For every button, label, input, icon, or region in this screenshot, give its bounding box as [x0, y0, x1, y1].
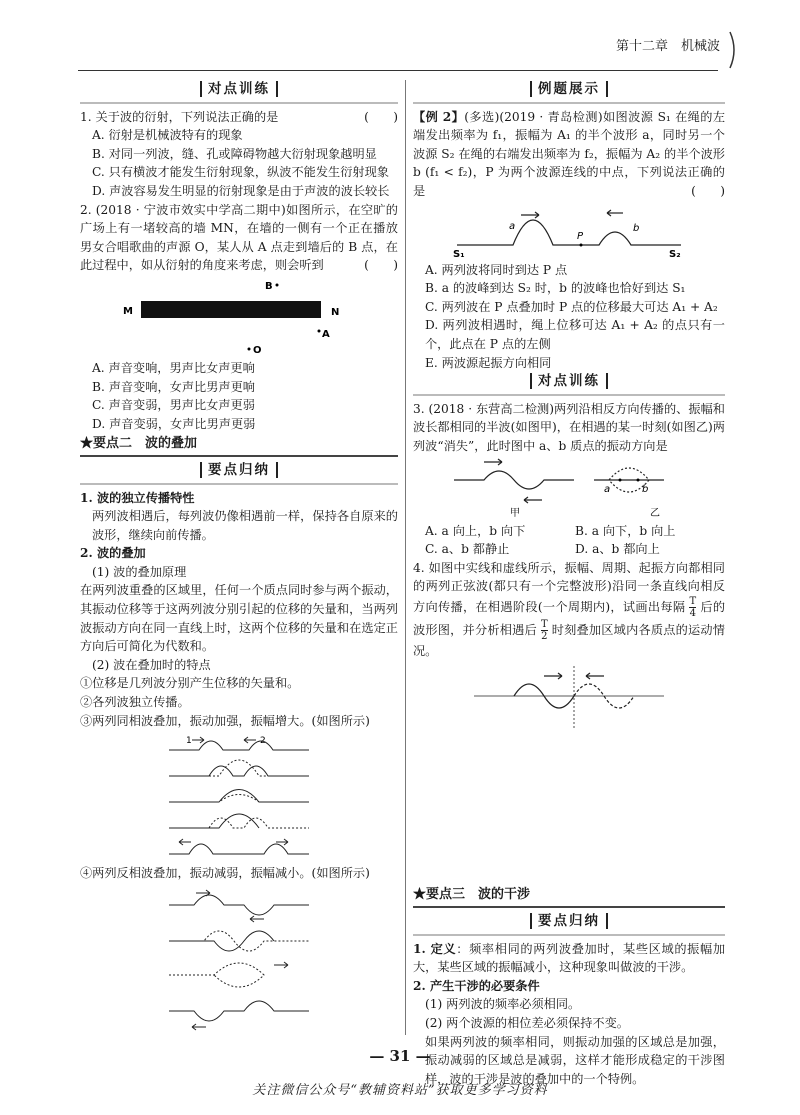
anti-phase-superposition-figure — [164, 885, 314, 1035]
q3-option-d: D. a、b 都向上 — [575, 542, 660, 557]
question-2 — [80, 201, 398, 434]
footer-promo: 关注微信公众号“教辅资料站”获取更多学习资料 — [252, 1083, 548, 1098]
s1-title: 1. 波的独立传播特性 — [80, 490, 195, 505]
s2-item1: ①位移是几列波分别产生位移的矢量和。 — [80, 676, 300, 691]
s2-item2: ②各列波独立传播。 — [80, 695, 190, 710]
banner-bar — [413, 934, 725, 936]
section-banner-summary: 要点归纳 — [413, 912, 725, 931]
banner-bar — [413, 394, 725, 396]
label-jia: 甲 — [510, 507, 520, 519]
half-wave-figure — [444, 458, 694, 520]
q2-stem: 2. (2018 · 宁波市效实中学高二期中)如图所示，在空旷的广场上有一堵较高的墙 MN，在墙的一侧有一个正在播放男女合唱歌曲的声源 O，某人从 A 点走到墙后的 B 点，在此过程中，如从衍射的角度来考虑，则会听到 — [80, 202, 398, 273]
ex2-option-c: C. 两列波在 P 点叠加时 P 点的位移最大可达 A₁ + A₂ — [425, 299, 718, 314]
section-banner-example: 例题展示 — [413, 80, 725, 99]
q1-option-c: C. 只有横波才能发生衍射现象，纵波不能发生衍射现象 — [92, 165, 389, 180]
section-banner-practice: 对点训练 — [80, 80, 398, 99]
s2-item3: ③两列同相波叠加，振动加强，振幅增大。(如图所示) — [80, 713, 370, 728]
ex2-option-b: B. a 的波峰到达 S₂ 时，b 的波峰也恰好到达 S₁ — [425, 281, 686, 296]
banner-bar — [80, 483, 398, 485]
d2-text: 如果两列波的频率相同，则振动加强的区域总是加强，振动减弱的区域总是减弱，这样才能形成稳定的干涉图样，波的干涉是波的叠加中的一个特例。 — [425, 1034, 725, 1086]
q1-option-b: B. 对同一列波，缝、孔或障碍物越大衍射现象越明显 — [92, 146, 377, 161]
in-phase-superposition-figure — [164, 732, 314, 862]
chapter-title: 机械波 — [680, 39, 720, 54]
page-header — [616, 38, 720, 57]
label-b: b — [633, 222, 640, 234]
point-p — [580, 243, 583, 246]
q2-option-b: B. 声音变响，女声比男声更响 — [92, 379, 255, 394]
fraction-t-over-4: $\frac{T}{4}$ — [689, 595, 697, 619]
banner-bar — [413, 102, 725, 104]
fraction-t-over-2: $\frac{T}{2}$ — [540, 618, 548, 642]
s2-title: 2. 波的叠加 — [80, 546, 146, 561]
label-s1: S₁ — [453, 248, 465, 259]
label-s2: S₂ — [669, 248, 681, 259]
q1-answer-paren: ( ) — [364, 109, 398, 124]
s2-sub2: (2) 波在叠加时的特点 — [92, 657, 211, 672]
wall-mn — [141, 301, 321, 318]
point-o — [248, 347, 251, 350]
column-divider — [405, 80, 406, 1035]
label-yi: 乙 — [650, 507, 660, 519]
ex2-option-e: E. 两波源起振方向相同 — [425, 355, 552, 370]
d2-item2: (2) 两个波源的相位差必须保持不变。 — [425, 1016, 629, 1031]
q2-option-c: C. 声音变弱，男声比女声更弱 — [92, 398, 255, 413]
fig-label-1: 1 — [186, 736, 192, 747]
q3-stem: 3. (2018 · 东营高二检测)两列沿相反方向传播的、振幅和波长都相同的半波(如图甲)，在相遇的某一时刻(如图乙)两列波“消失”，此时图中 a、b 质点的振动方向是 — [413, 401, 725, 453]
s2-sub1: (1) 波的叠加原理 — [92, 564, 187, 579]
q2-answer-paren: ( ) — [364, 258, 398, 273]
q3-options-row-1 — [413, 522, 725, 541]
question-1 — [80, 108, 398, 201]
q1-stem: 1. 关于波的衍射，下列说法正确的是 — [80, 109, 279, 124]
chapter-number: 第十二章 — [615, 39, 668, 54]
sine-waves-figure — [454, 662, 684, 732]
fig-label-2: 2 — [260, 736, 266, 747]
section-banner-practice: 对点训练 — [413, 372, 725, 391]
label-p: P — [577, 230, 584, 242]
label-a: a — [604, 483, 611, 495]
label-b: b — [642, 483, 649, 495]
label-a: a — [509, 220, 516, 232]
q2-option-d: D. 声音变弱，女声比男声更弱 — [92, 416, 256, 431]
q1-option-a: A. 衍射是机械波特有的现象 — [92, 128, 243, 143]
d2-item1: (1) 两列波的频率必须相同。 — [425, 997, 581, 1012]
answer-space — [413, 734, 725, 884]
right-column — [413, 80, 725, 1088]
label-m: M — [123, 305, 133, 317]
ex2-label: 【例 2】 — [413, 109, 465, 124]
section-banner-summary: 要点归纳 — [80, 461, 398, 480]
keypoint-3-heading: ★要点三 波的干涉 — [413, 886, 725, 908]
point-a — [318, 329, 321, 332]
label-o: O — [253, 344, 262, 356]
q2-option-a: A. 声音变响，男声比女声更响 — [92, 360, 255, 375]
question-4: 4. 如图中实线和虚线所示，振幅、周期、起振方向都相同的两列正弦波(都只有一个完整波形)沿同一条直线向相反方向传播，在相遇阶段(一个周期内)，试画出每隔 $\frac{T}{4}$ 后的波形图，并分析相遇后 $\frac{T}{2}$ 时刻叠加区域内各质点的运动情况。 — [413, 559, 725, 733]
banner-bar — [80, 102, 398, 104]
d1-text: ：频率相同的两列波叠加时，某些区域的振幅加大，某些区域的振幅减小，这种现象叫做波的干涉。 — [413, 941, 726, 975]
q3-options-row-2 — [413, 540, 725, 559]
ex2-option-a: A. 两列波将同时到达 P 点 — [425, 262, 568, 277]
d2-title: 2. 产生干涉的必要条件 — [413, 978, 540, 993]
rope-wave-figure — [449, 203, 689, 259]
label-a: A — [322, 328, 330, 340]
q1-option-d: D. 声波容易发生明显的衍射现象是由于声波的波长较长 — [92, 183, 390, 198]
q3-option-b: B. a 向下，b 向上 — [575, 523, 676, 538]
ex2-answer-paren: ( ) — [691, 183, 725, 198]
label-n: N — [331, 306, 340, 318]
q3-option-c: C. a、b 都静止 — [425, 542, 510, 557]
header-rule — [78, 70, 718, 71]
point-b — [276, 283, 279, 286]
label-b: B — [265, 280, 273, 292]
s2-item4: ④两列反相波叠加，振动减弱，振幅减小。(如图所示) — [80, 866, 370, 881]
ex2-text: (多选)(2019 · 青岛检测)如图波源 S₁ 在绳的左端发出频率为 f₁，振幅为 A₁ 的半个波形 a，同时另一个波源 S₂ 在绳的右端发出频率为 f₂，振幅为 A₂ 的半个波形 b (f₁ < f₂)，P 为两个波源连线的中点，下列说法正确的是 — [413, 109, 726, 198]
example-2 — [413, 108, 725, 373]
header-curve-decoration — [726, 30, 740, 70]
s1-text: 两列波相遇后，每列波仍像相遇前一样，保持各自原来的波形，继续向前传播。 — [92, 509, 398, 542]
wall-diffraction-figure — [119, 277, 359, 357]
keypoint-2-heading: ★要点二 波的叠加 — [80, 435, 398, 457]
d1-title: 1. 定义 — [413, 941, 457, 956]
left-column — [80, 80, 398, 1037]
page-number: — 31 — — [369, 1047, 431, 1065]
question-3 — [413, 400, 725, 559]
ex2-option-d: D. 两列波相遇时，绳上位移可达 A₁ + A₂ 的点只有一个，此点在 P 点的左侧 — [425, 318, 725, 351]
s2-text1: 在两列波重叠的区域里，任何一个质点同时参与两个振动，其振动位移等于这两列波分别引起的位移的矢量和，当两列波振动方向在同一直线上时，这两个位移的矢量和在选定正方向后可简化为代数和。 — [80, 583, 398, 654]
q3-option-a: A. a 向上，b 向下 — [425, 523, 526, 538]
